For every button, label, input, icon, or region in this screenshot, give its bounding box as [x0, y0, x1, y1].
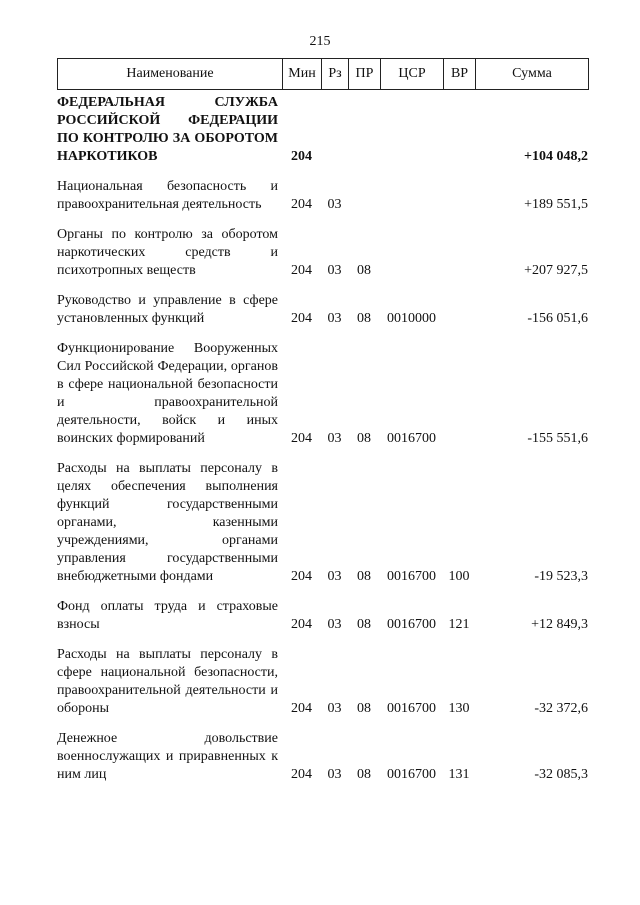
row-min: 204 [291, 569, 312, 584]
row-pr: 08 [357, 431, 371, 446]
row-name: Расходы на выплаты персоналу в сфере национальной безопасности, правоохранительной деятельности и обороны [57, 647, 278, 716]
row-name: Фонд оплаты труда и страховые взносы [57, 599, 278, 632]
row-pr: 08 [357, 617, 371, 632]
row-csr [380, 166, 443, 214]
table-row [57, 586, 588, 634]
row-vr: 121 [448, 617, 470, 632]
row-sum: -19 523,3 [534, 569, 588, 584]
row-min: 204 [291, 617, 312, 632]
row-min: 204 [291, 431, 312, 446]
row-min: 204 [291, 767, 312, 782]
row-csr: 0010000 [387, 311, 436, 326]
row-sum: -155 551,6 [527, 431, 588, 446]
header-name: Наименование [58, 59, 283, 90]
budget-table [57, 94, 588, 784]
row-name: Денежное довольствие военнослужащих и приравненных к ним лиц [57, 731, 278, 782]
row-sum: +12 849,3 [531, 617, 588, 632]
row-pr: 08 [357, 767, 371, 782]
row-vr: 100 [448, 569, 470, 584]
row-vr [443, 166, 475, 214]
table-row [57, 280, 588, 328]
row-rz: 03 [327, 263, 342, 278]
row-min: 204 [291, 263, 312, 278]
row-sum: +207 927,5 [524, 263, 588, 278]
row-pr [348, 166, 380, 214]
row-rz: 03 [327, 311, 342, 326]
table-row [57, 448, 588, 586]
row-sum: +104 048,2 [524, 149, 588, 164]
row-name: Национальная безопасность и правоохранительная деятельность [57, 179, 278, 212]
table-row [57, 94, 588, 166]
row-pr: 08 [357, 701, 371, 716]
row-csr: 0016700 [387, 767, 436, 782]
table-row [57, 328, 588, 448]
table-row [57, 718, 588, 784]
row-vr: 130 [448, 701, 470, 716]
row-csr: 0016700 [387, 617, 436, 632]
row-rz: 03 [327, 431, 342, 446]
row-name: Расходы на выплаты персоналу в целях обеспечения выполнения функций государственными органами, казенными учреждениями, органами управления государственными внебюджетными фондами [57, 461, 278, 584]
header-csr: ЦСР [381, 59, 444, 90]
table-row [57, 634, 588, 718]
row-vr [443, 328, 475, 448]
header-sum: Сумма [476, 59, 589, 90]
header-min: Мин [283, 59, 322, 90]
header-vr: ВР [444, 59, 476, 90]
row-min: 204 [291, 701, 312, 716]
row-rz: 03 [327, 767, 342, 782]
row-min: 204 [291, 311, 312, 326]
table-row [57, 166, 588, 214]
row-rz: 03 [327, 569, 342, 584]
row-name: Функционирование Вооруженных Сил Российской Федерации, органов в сфере национальной безопасности и правоохранительной деятельности, войск и иных воинских формирований [57, 341, 278, 446]
row-csr [380, 214, 443, 280]
row-min: 204 [291, 149, 312, 164]
row-rz [321, 94, 348, 166]
row-vr [443, 280, 475, 328]
row-csr [380, 94, 443, 166]
row-name: Руководство и управление в сфере установленных функций [57, 293, 278, 326]
row-name: ФЕДЕРАЛЬНАЯ СЛУЖБА РОССИЙСКОЙ ФЕДЕРАЦИИ ПО КОНТРОЛЮ ЗА ОБОРОТОМ НАРКОТИКОВ [57, 95, 278, 164]
page-number: 215 [309, 34, 331, 49]
table-row [57, 214, 588, 280]
row-vr [443, 214, 475, 280]
row-vr [443, 94, 475, 166]
table-header [57, 58, 589, 90]
header-rz: Рз [322, 59, 349, 90]
row-rz: 03 [327, 197, 342, 212]
row-pr: 08 [357, 263, 371, 278]
row-pr: 08 [357, 569, 371, 584]
header-pr: ПР [349, 59, 381, 90]
row-rz: 03 [327, 701, 342, 716]
row-name: Органы по контролю за оборотом наркотических средств и психотропных веществ [57, 227, 278, 278]
row-pr: 08 [357, 311, 371, 326]
row-sum: -32 085,3 [534, 767, 588, 782]
row-min: 204 [291, 197, 312, 212]
row-vr: 131 [448, 767, 470, 782]
row-sum: +189 551,5 [524, 197, 588, 212]
row-pr [348, 94, 380, 166]
row-sum: -32 372,6 [534, 701, 588, 716]
row-csr: 0016700 [387, 569, 436, 584]
row-csr: 0016700 [387, 431, 436, 446]
row-rz: 03 [327, 617, 342, 632]
row-csr: 0016700 [387, 701, 436, 716]
row-sum: -156 051,6 [527, 311, 588, 326]
